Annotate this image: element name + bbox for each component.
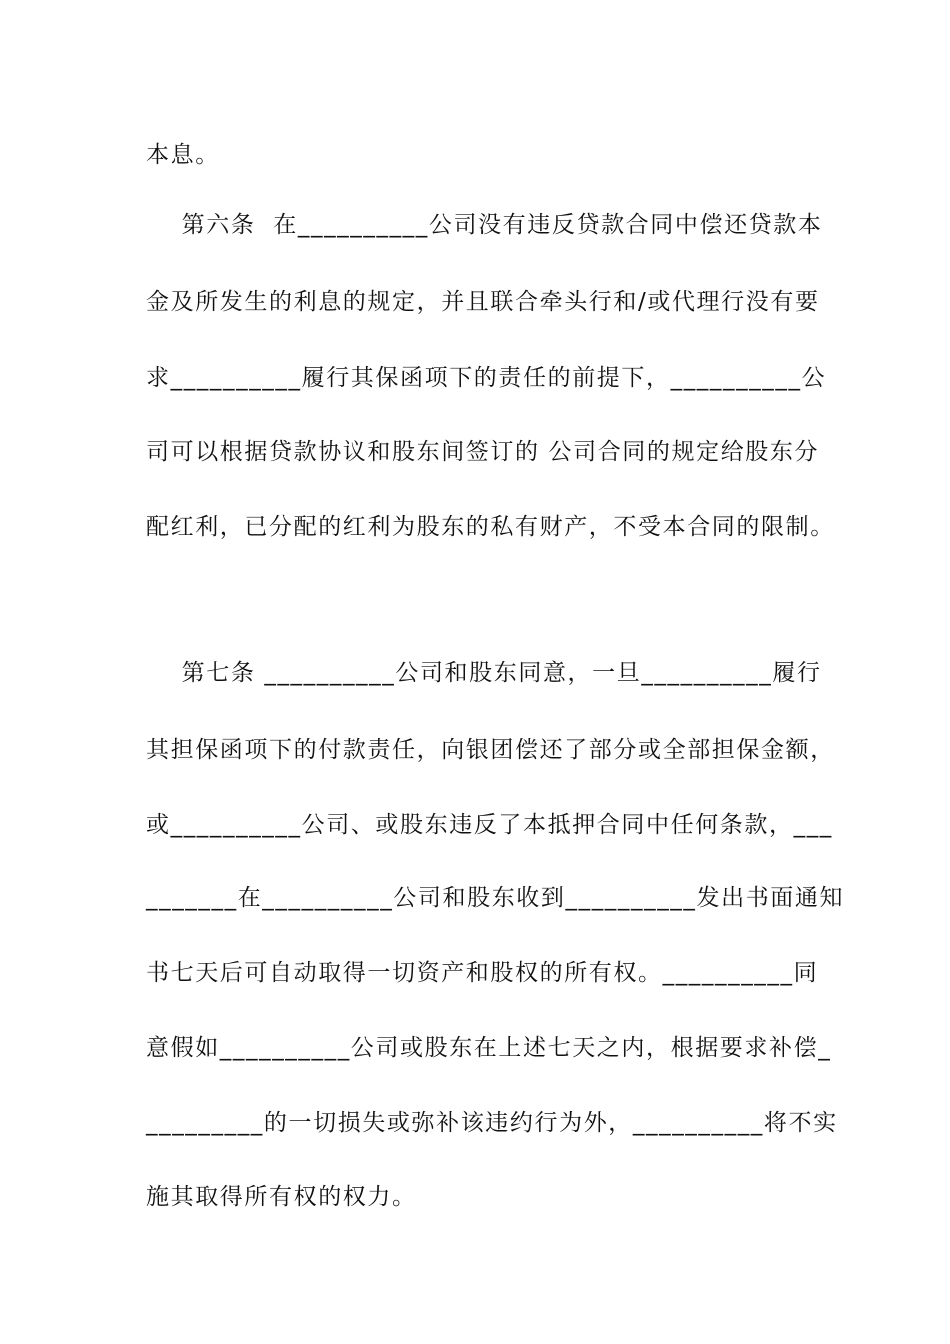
text-line: 书七天后可自动取得一切资产和股权的所有权。__________同 bbox=[146, 960, 819, 986]
text-line: _______在__________公司和股东收到__________发出书面通知 bbox=[146, 885, 845, 911]
text-line: 第七条 __________公司和股东同意，一旦__________履行 bbox=[146, 660, 822, 686]
text-line: 本息。 bbox=[146, 142, 220, 168]
text-line: 意假如__________公司或股东在上述七天之内，根据要求补偿_ bbox=[146, 1035, 832, 1061]
text-line: 金及所发生的利息的规定，并且联合牵头行和/或代理行没有要 bbox=[146, 289, 820, 315]
text-line: 求__________履行其保函项下的责任的前提下，__________公 bbox=[146, 365, 827, 391]
text-line: 司可以根据贷款协议和股东间签订的 公司合同的规定给股东分 bbox=[146, 439, 820, 465]
text-line: 配红利，已分配的红利为股东的私有财产，不受本合同的限制。 bbox=[146, 514, 835, 540]
text-line: 或__________公司、或股东违反了本抵押合同中任何条款，___ bbox=[146, 812, 833, 838]
text-line: 第六条 在__________公司没有违反贷款合同中偿还贷款本 bbox=[146, 212, 823, 238]
text-line: 施其取得所有权的权力。 bbox=[146, 1184, 417, 1210]
text-line: 其担保函项下的付款责任，向银团偿还了部分或全部担保金额， bbox=[146, 737, 835, 763]
text-line: _________的一切损失或弥补该违约行为外，__________将不实 bbox=[146, 1110, 838, 1136]
